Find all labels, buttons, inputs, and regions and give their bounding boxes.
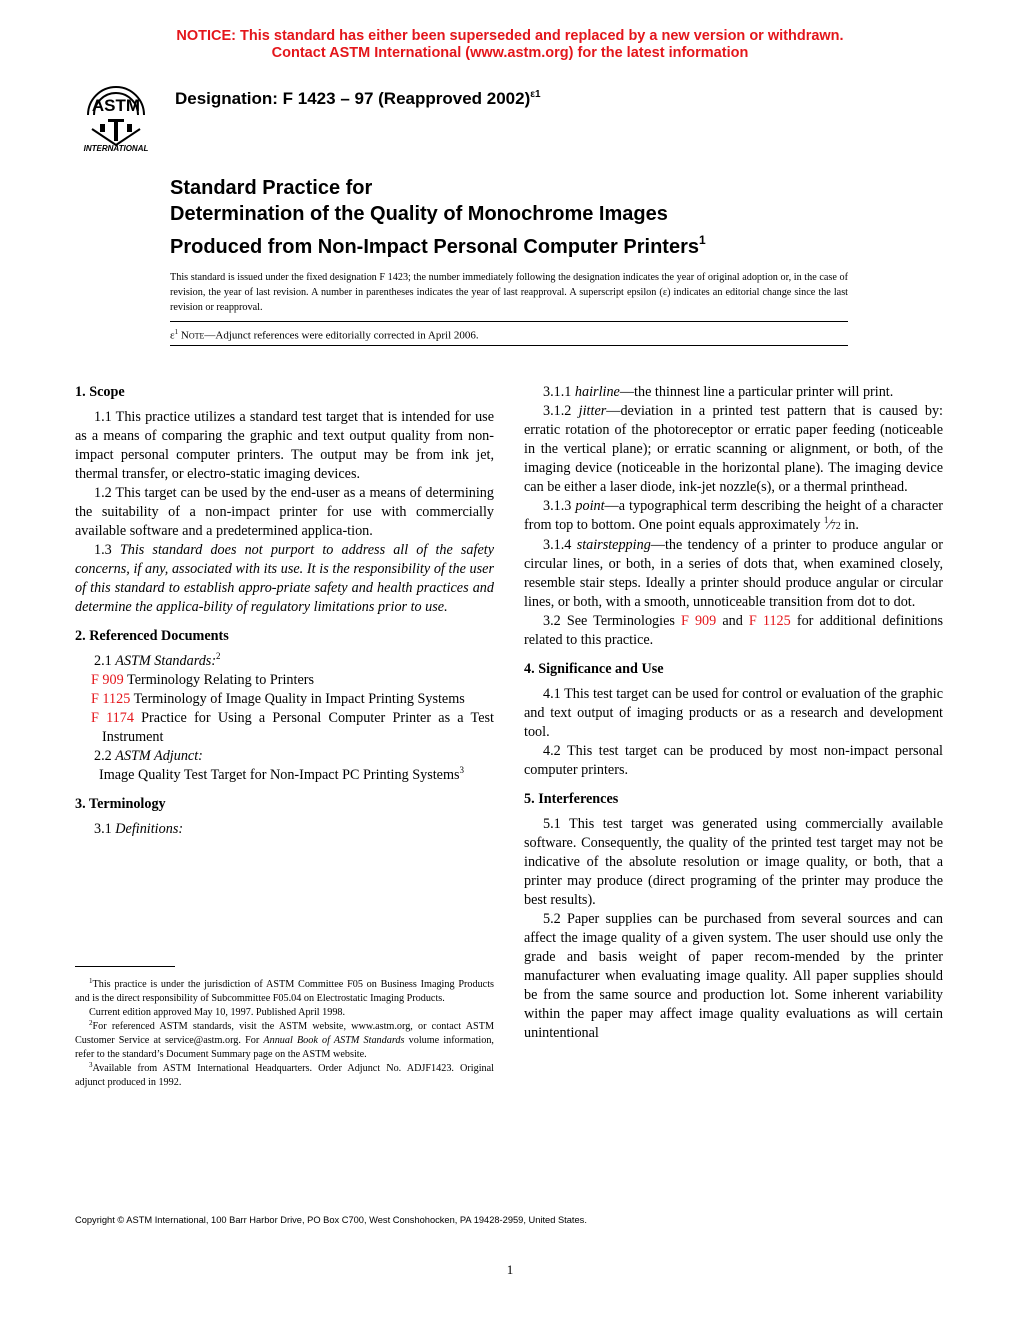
logo-subtext: INTERNATIONAL xyxy=(83,144,149,153)
editorial-note: $\varepsilon^1$ Note—Adjunct references were editorially corrected in April 2006. xyxy=(170,328,479,342)
para-3-1-4: 3.1.4 stairstepping—the tendency of a printer to produce angular or circular lines, or both, in a series of dots that, when examined closely, resemble stair steps. Ideally a printer should produce angular or circular lines, or both, with a smooth, unnoticeable transition from dot to dot. xyxy=(524,537,944,610)
link-f909-inline[interactable]: F 909 xyxy=(680,613,717,629)
logo-wordmark: ASTM xyxy=(91,96,141,115)
page-number: 1 xyxy=(506,1262,514,1277)
para-5-1: 5.1 This test target was generated using commercially available software. Consequently, the quality of the printed test target may not be indicative of the absolute resolution or image quality, or both, that a printer may produce (direct programing of the printer may produce the best results). xyxy=(524,816,943,908)
footnote-2: $^2$For referenced ASTM standards, visit the ASTM website, www.astm.org, or contact ASTM Customer Service at service@astm.org. For Annual Book of ASTM Standards volume information, refer to the standard’s Document Summary page on the ASTM website. xyxy=(75,1019,494,1060)
para-3-1-2: 3.1.2 jitter—deviation in a printed test pattern that is caused by: erratic rotation of the photoreceptor or erratic paper feeding (noticeable in the vertical plane); or erratic scanning or alignment, or both, of the imaging device (noticeable in the horizontal plane). The imaging device can be either a laser diode, ink-jet nozzle(s), or a thermal printhead. xyxy=(524,403,943,495)
divider-top xyxy=(170,321,848,322)
designation xyxy=(175,89,541,109)
link-f1174[interactable]: F 1174 xyxy=(91,710,134,726)
section-5-heading: 5. Interferences xyxy=(524,791,619,807)
reference-f1174: F 1174 Practice for Using a Personal Computer Printer as a Test Instrument xyxy=(91,710,494,745)
link-f1125[interactable]: F 1125 xyxy=(91,691,131,707)
notice-line-1: NOTICE: This standard has either been superseded and replaced by a new version or withdrawn. xyxy=(176,28,844,44)
title-line-3: Produced from Non-Impact Personal Computer Printers$^1$ xyxy=(170,233,706,258)
section-1-heading: 1. Scope xyxy=(75,384,125,400)
copyright-line: Copyright © ASTM International, 100 Barr Harbor Drive, PO Box C700, West Conshohocken, PA 19428-2959, United States. xyxy=(75,1215,587,1225)
title-line-1: Standard Practice for xyxy=(170,177,373,199)
astm-logo xyxy=(70,75,162,153)
title-footnote-mark: 1 xyxy=(698,233,706,247)
para-3-1: 3.1 Definitions: xyxy=(94,821,184,837)
issuance-statement: This standard is issued under the fixed designation F 1423; the number immediately following the designation indicates the year of original adoption or, in the case of revision, the year of last revision. A number in parentheses indicates the year of last reapproval. A superscript epsilon (ε) indicates an editorial change since the last revision or reapproval. xyxy=(170,272,848,313)
designation-epsilon: ε1 xyxy=(530,89,541,100)
notice-line-2: Contact ASTM International (www.astm.org) for the latest information xyxy=(271,45,749,61)
left-column xyxy=(75,383,494,839)
withdrawal-notice xyxy=(0,28,1020,62)
para-1-2: 1.2 This target can be used by the end-user as a means of determining the suitability of a non-impact printer for use with commercially available software and a predetermined applica-tion. xyxy=(75,485,494,539)
para-2-2: 2.2 ASTM Adjunct: xyxy=(94,748,203,764)
adjunct-item: Image Quality Test Target for Non-Impact PC Printing Systems$^3$ xyxy=(99,765,465,783)
para-1-3: 1.3 This standard does not purport to address all of the safety concerns, if any, associated with its use. It is the responsibility of the user of this standard to establish appro-priate safety and health practices and determine the applica-bility of regulatory limitations prior to use. xyxy=(75,542,494,615)
footnote-3: $^3$Available from ASTM International Headquarters. Order Adjunct No. ADJF1423. Original adjunct produced in 1992. xyxy=(75,1061,494,1088)
para-4-2: 4.2 This test target can be produced by most non-impact personal computer printers. xyxy=(524,743,943,778)
link-f1125-inline[interactable]: F 1125 xyxy=(748,613,791,629)
para-4-1: 4.1 This test target can be used for control or evaluation of the graphic and text output of imaging products or as a research and development tool. xyxy=(524,686,943,740)
reference-f1125: F 1125 Terminology of Image Quality in Impact Printing Systems xyxy=(91,691,465,707)
footnote-1: $^1$This practice is under the jurisdiction of ASTM Committee F05 on Business Imaging Products and is the direct responsibility of Subcommittee F05.04 on Electrostatic Imaging Products. xyxy=(75,977,494,1004)
note-label: Note xyxy=(180,329,205,342)
footnotes xyxy=(75,978,494,1090)
divider-bottom xyxy=(170,345,848,346)
footnote-rule xyxy=(75,966,175,967)
section-3-heading: 3. Terminology xyxy=(75,796,166,812)
para-3-1-3: 3.1.3 point—a typographical term describing the height of a character from top to bottom. One point equals approximately $^1$⁄72 in. xyxy=(524,498,943,533)
para-3-2: 3.2 See Terminologies F 909 and F 1125 for additional definitions related to this practice. xyxy=(524,613,943,648)
right-column xyxy=(524,383,943,1043)
footnote-1b: Current edition approved May 10, 1997. Published April 1998. xyxy=(89,1007,346,1018)
para-3-1-1: 3.1.1 hairline—the thinnest line a particular printer will print. xyxy=(543,384,894,400)
designation-text: Designation: F 1423 – 97 (Reapproved 2002) xyxy=(175,89,531,108)
section-2-heading: 2. Referenced Documents xyxy=(75,628,229,644)
section-4-heading: 4. Significance and Use xyxy=(524,661,664,677)
link-f909[interactable]: F 909 xyxy=(91,672,124,688)
note-text: —Adjunct references were editorially corrected in April 2006. xyxy=(204,329,479,342)
title-line-2: Determination of the Quality of Monochrome Images xyxy=(170,203,668,225)
document-title xyxy=(170,175,706,260)
para-5-2: 5.2 Paper supplies can be purchased from several sources and can affect the image quality of a given system. The user should use only the grade and basis weight of paper recom-mended by the printer manufacturer when evaluating image quality. All paper supplies should be from the same source and production lot. Some inherent variability within the paper may affect image quality evaluations as will certain unintentional xyxy=(524,911,943,1041)
para-1-1: 1.1 This practice utilizes a standard test target that is intended for use as a means of comparing the graphic and text output quality from non-impact personal computer printers. The output may be from ink jet, thermal transfer, or electro-static imaging devices. xyxy=(75,409,494,482)
reference-f909: F 909 Terminology Relating to Printers xyxy=(91,672,314,688)
para-2-1: 2.1 ASTM Standards:$^2$ xyxy=(94,651,221,669)
